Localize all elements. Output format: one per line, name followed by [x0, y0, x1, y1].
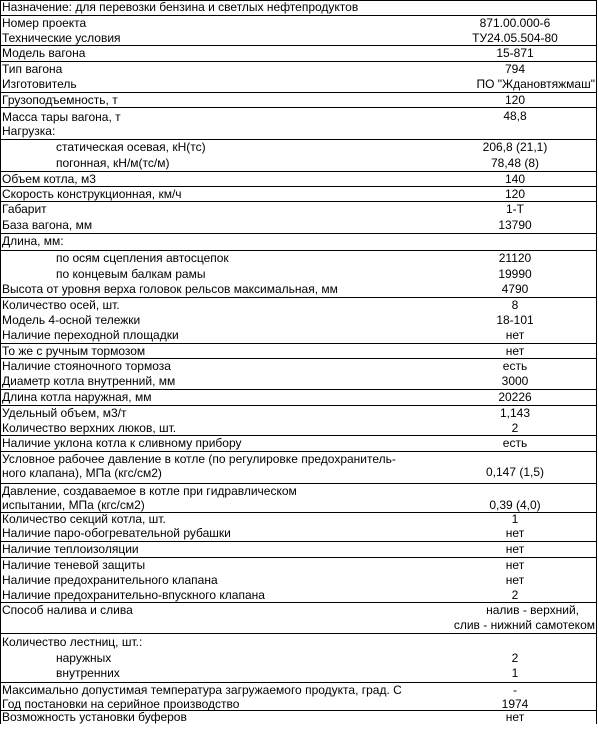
row-value: 0,39 (4,0)	[489, 498, 541, 512]
row-label: Наличие уклона котла к сливному прибору	[2, 436, 242, 450]
row-value: 120	[504, 93, 526, 107]
row-label: по осям сцепления автосцепок	[56, 251, 229, 265]
table-row	[0, 172, 597, 187]
row-value: 120	[504, 187, 526, 201]
row-label: Высота от уровня верха головок рельсов максимальная, мм	[2, 282, 338, 296]
table-row	[0, 603, 597, 634]
table-row	[0, 187, 597, 202]
table-row	[0, 298, 597, 314]
row-label: Наличие переходной площадки	[2, 328, 179, 342]
row-label: Скорость конструкционная, км/ч	[2, 187, 182, 201]
row-value: ТУ24.05.504-80	[472, 31, 558, 45]
row-label: База вагона, мм	[2, 218, 93, 232]
row-label: Номер проекта	[2, 16, 87, 30]
row-label: Наличие предохранительно-впускного клапана	[2, 588, 265, 602]
row-label: Модель 4-осной тележки	[2, 313, 141, 327]
table-row	[0, 711, 597, 724]
row-value: 2	[511, 651, 519, 665]
table-row	[0, 588, 597, 603]
row-label: Количество осей, шт.	[2, 298, 120, 312]
table-row	[0, 452, 597, 484]
table-row	[0, 16, 597, 32]
table-row	[0, 558, 597, 573]
row-label: по концевым балкам рамы	[56, 267, 206, 281]
row-label: Наличие теневой защиты	[2, 558, 146, 572]
table-row	[0, 390, 597, 406]
row-label: Количество секций котла, шт.	[2, 512, 166, 526]
row-label: Грузоподъемность, т	[2, 93, 118, 107]
row-value: есть	[502, 359, 528, 373]
row-value: нет	[505, 573, 525, 587]
table-row	[0, 156, 597, 172]
table-row	[0, 359, 597, 374]
row-value: -	[513, 683, 517, 697]
row-label: погонная, кН/м(тс/м)	[56, 156, 170, 170]
row-value: 4790	[501, 282, 529, 296]
table-row	[0, 218, 597, 234]
row-label: То же с ручным тормозом	[2, 344, 146, 358]
row-value: 1,143	[499, 406, 531, 420]
table-row	[0, 77, 597, 93]
table-row	[0, 328, 597, 344]
table-row	[0, 62, 597, 77]
table-row	[0, 484, 597, 513]
row-label-line2: ного клапана), МПа (кгс/см2)	[2, 466, 162, 480]
row-label: Нагрузка:	[2, 124, 56, 138]
table-row	[0, 313, 597, 328]
row-label: Объем котла, м3	[2, 172, 96, 186]
table-row	[0, 683, 597, 697]
row-value: нет	[505, 542, 525, 556]
row-value: 18-101	[496, 313, 534, 327]
table-row	[0, 46, 597, 62]
row-value: 1	[511, 666, 519, 680]
row-value: есть	[502, 436, 528, 450]
table-row	[0, 267, 597, 283]
row-label: Тип вагона	[2, 62, 63, 76]
table-row	[0, 31, 597, 46]
row-label-line1: Давление, создаваемое в котле при гидравлическом	[2, 484, 297, 498]
row-value: 1-Т	[506, 202, 524, 216]
row-label: статическая осевая, кН(тс)	[56, 140, 206, 154]
row-value-line2: слив - нижний самотеком	[453, 618, 595, 632]
row-label: Наличие теплоизоляции	[2, 542, 139, 556]
row-value: 15-871	[496, 46, 534, 60]
row-value: нет	[505, 526, 525, 540]
row-label: Длина котла наружная, мм	[2, 390, 152, 404]
table-row	[0, 124, 597, 140]
table-row	[0, 251, 597, 267]
table-row	[0, 542, 597, 558]
table-header-row	[0, 0, 597, 16]
row-label: Изготовитель	[2, 77, 77, 91]
row-value: 140	[504, 172, 526, 186]
row-value: 871.00.000-6	[479, 16, 551, 30]
table-row	[0, 573, 597, 588]
row-value: 21120	[498, 251, 532, 265]
row-label: Удельный объем, м3/т	[2, 406, 127, 420]
table-row	[0, 526, 597, 542]
row-value: 206,8 (21,1)	[482, 140, 548, 154]
row-value: 2	[511, 421, 519, 435]
table-row	[0, 666, 597, 683]
table-row	[0, 697, 597, 711]
row-label: Модель вагона	[2, 46, 86, 60]
table-row	[0, 374, 597, 390]
row-label: Максимально допустимая температура загружаемого продукта, град. С	[2, 683, 402, 697]
row-value-line1: налив - верхний,	[486, 603, 579, 617]
row-label: Наличие предохранительного клапана	[2, 573, 218, 587]
table-row	[0, 202, 597, 218]
row-label: Габарит	[2, 202, 47, 216]
row-value: 0,147 (1,5)	[485, 465, 545, 479]
row-label: Количество лестниц, шт.:	[2, 635, 143, 649]
table-row	[0, 513, 597, 526]
row-value: 1974	[501, 697, 529, 711]
table-row	[0, 234, 597, 251]
row-value: 20226	[498, 390, 532, 404]
row-label: Диаметр котла внутренний, мм	[2, 374, 176, 388]
row-label: Длина, мм:	[2, 234, 64, 248]
row-value: 1	[511, 512, 519, 526]
table-row	[0, 421, 597, 436]
table-row	[0, 140, 597, 156]
row-label-line1: Условное рабочее давление в котле (по регулировке предохранитель-	[2, 452, 396, 466]
table-row	[0, 634, 597, 651]
row-label: Наличие стояночного тормоза	[2, 359, 171, 373]
row-label: наружных	[56, 651, 112, 665]
table-row	[0, 282, 597, 298]
row-label: Количество верхних люков, шт.	[2, 421, 177, 435]
purpose-header: Назначение: для перевозки бензина и светлых нефтепродуктов	[2, 0, 359, 14]
row-value: 48,8	[503, 109, 527, 123]
row-label: Технические условия	[2, 31, 121, 45]
row-value: 78,48 (8)	[490, 156, 540, 170]
row-label-line2: испытании, МПа (кгс/см2)	[2, 498, 145, 512]
table-row	[0, 344, 597, 359]
row-value: нет	[505, 328, 525, 342]
row-value: 2	[511, 588, 519, 602]
table-row	[0, 436, 597, 452]
row-value: нет	[505, 344, 525, 358]
row-value: 3000	[501, 374, 529, 388]
row-value: ПО "Ждановтяжмаш"	[476, 77, 595, 91]
row-value: 13790	[498, 218, 532, 232]
table-row	[0, 651, 597, 667]
row-value: нет	[505, 710, 525, 724]
row-value: 8	[511, 298, 519, 312]
row-value: 794	[504, 62, 526, 76]
row-value: нет	[505, 558, 525, 572]
row-label: Масса тары вагона, т	[2, 110, 121, 124]
table-row	[0, 93, 597, 108]
row-value: 19990	[498, 267, 532, 281]
row-label: Год постановки на серийное производство	[2, 697, 240, 711]
row-label: Возможность установки буферов	[2, 710, 187, 724]
table-row	[0, 406, 597, 421]
row-label: Наличие паро-обогревательной рубашки	[2, 526, 231, 540]
row-label: внутренних	[56, 666, 120, 680]
row-label: Способ налива и слива	[2, 603, 133, 617]
